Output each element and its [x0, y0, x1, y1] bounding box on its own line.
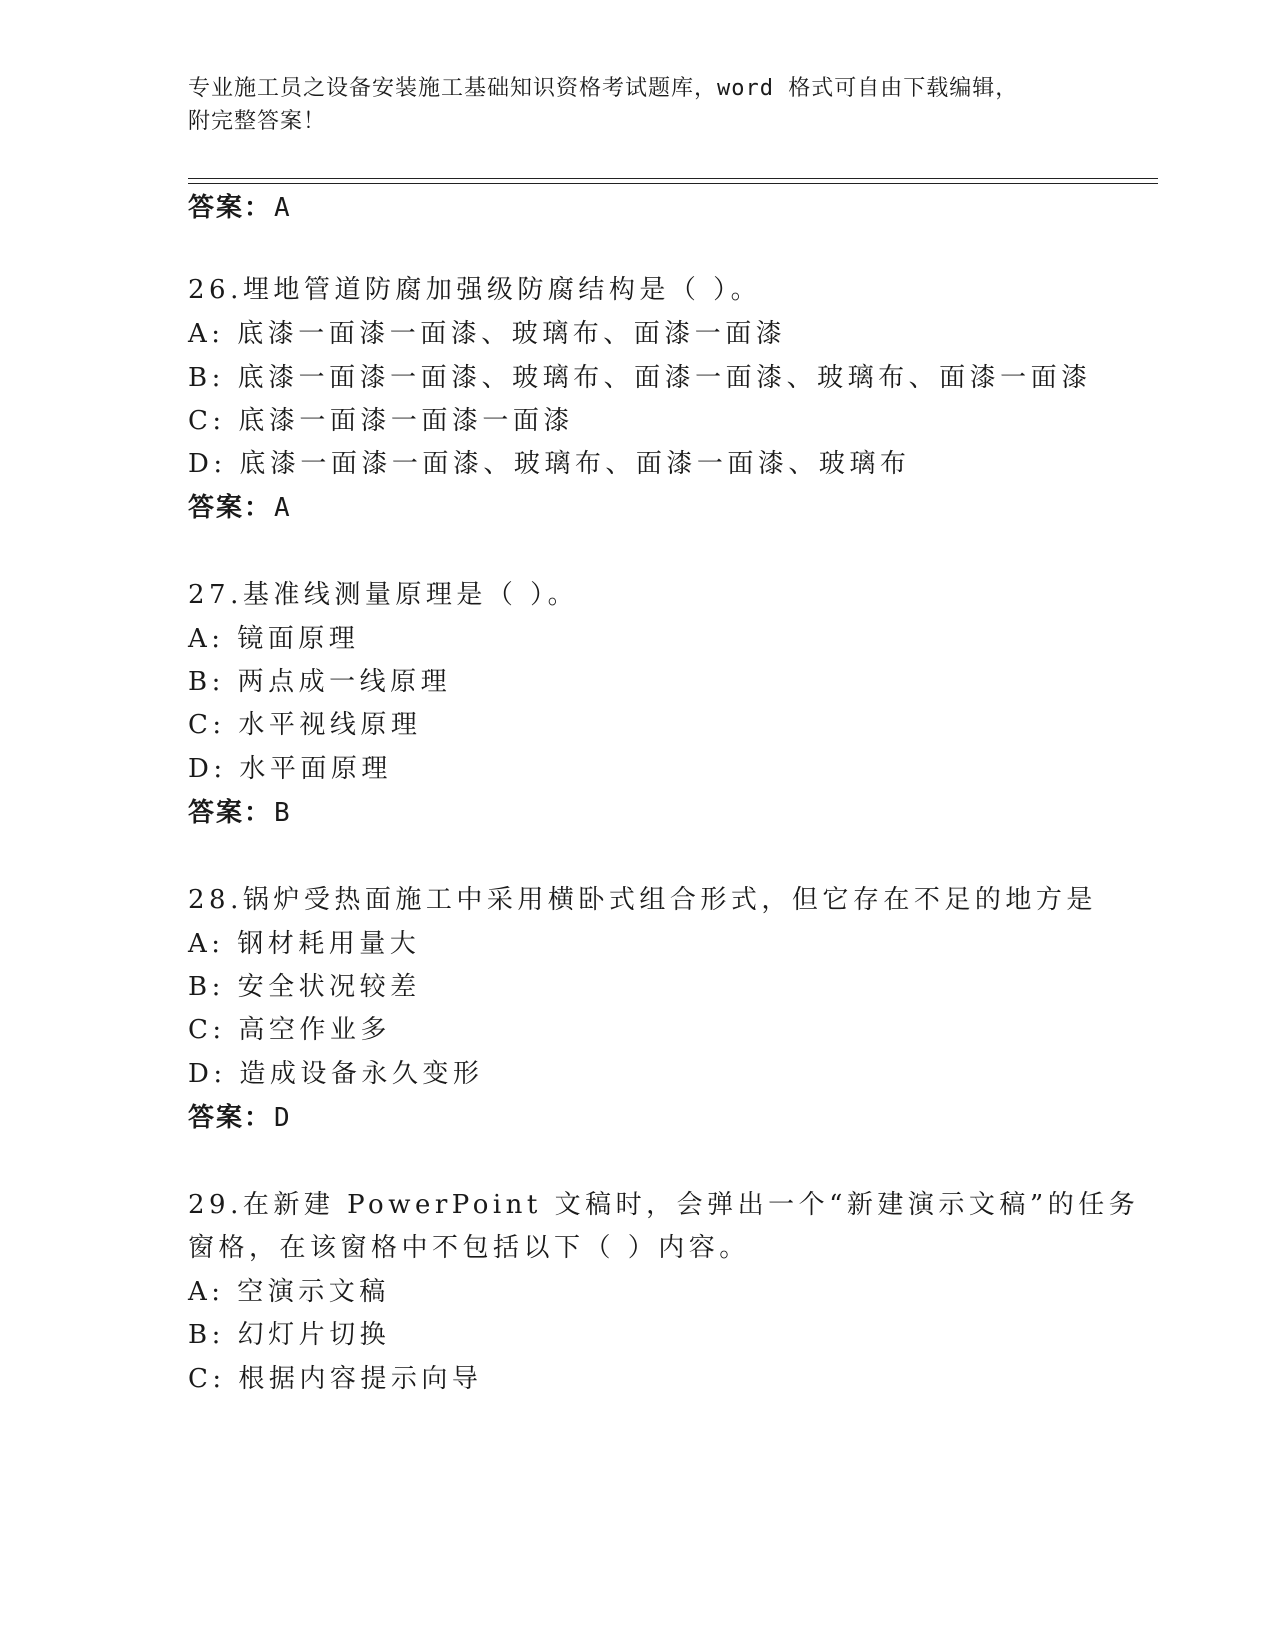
- option-b: B: 两点成一线原理: [188, 667, 452, 697]
- option-b: B: 幻灯片切换: [188, 1320, 391, 1350]
- option-c: C: 底漆一面漆一面漆一面漆: [188, 406, 574, 436]
- question-stem: 28.锅炉受热面施工中采用横卧式组合形式，但它存在不足的地方是: [188, 885, 1097, 915]
- header-divider-top: [188, 178, 1158, 179]
- question-stem: 27.基准线测量原理是（ ）。: [188, 580, 579, 610]
- option-d: D: 底漆一面漆一面漆、玻璃布、面漆一面漆、玻璃布: [188, 449, 911, 479]
- answer-line: [188, 795, 292, 831]
- option-c: C: 根据内容提示向导: [188, 1364, 483, 1394]
- question-stem-line-2: 窗格，在该窗格中不包括以下（ ）内容。: [188, 1233, 750, 1263]
- option-c: C: 高空作业多: [188, 1015, 391, 1045]
- answer-line: [188, 1100, 292, 1136]
- header-divider-bottom: [188, 183, 1158, 184]
- answer-label: 答案：: [188, 1103, 273, 1133]
- answer-line: [188, 490, 292, 526]
- answer-value: D: [274, 1103, 292, 1133]
- answer-label: 答案：: [188, 193, 273, 223]
- answer-value: A: [274, 493, 292, 523]
- option-c: C: 水平视线原理: [188, 710, 422, 740]
- answer-value: A: [274, 193, 292, 223]
- answer-label: 答案：: [188, 798, 273, 828]
- answer-label: 答案：: [188, 493, 273, 523]
- option-b: B: 安全状况较差: [188, 972, 421, 1002]
- option-a: A: 空演示文稿: [188, 1277, 390, 1307]
- answer-line: [188, 190, 292, 226]
- option-d: D: 造成设备永久变形: [188, 1059, 484, 1089]
- question-stem-line-1: 29.在新建 PowerPoint 文稿时，会弹出一个“新建演示文稿”的任务: [188, 1190, 1140, 1220]
- header-line-1: 专业施工员之设备安装施工基础知识资格考试题库，word 格式可自由下载编辑，: [188, 76, 1019, 101]
- option-a: A: 钢材耗用量大: [188, 929, 421, 959]
- option-a: A: 底漆一面漆一面漆、玻璃布、面漆一面漆: [188, 319, 787, 349]
- header-line-2: 附完整答案！: [188, 109, 327, 134]
- option-d: D: 水平面原理: [188, 754, 392, 784]
- answer-value: B: [274, 798, 292, 828]
- option-b: B: 底漆一面漆一面漆、玻璃布、面漆一面漆、玻璃布、面漆一面漆: [188, 363, 1092, 393]
- question-stem: 26.埋地管道防腐加强级防腐结构是（ ）。: [188, 275, 762, 305]
- option-a: A: 镜面原理: [188, 624, 360, 654]
- document-header: [188, 72, 1088, 138]
